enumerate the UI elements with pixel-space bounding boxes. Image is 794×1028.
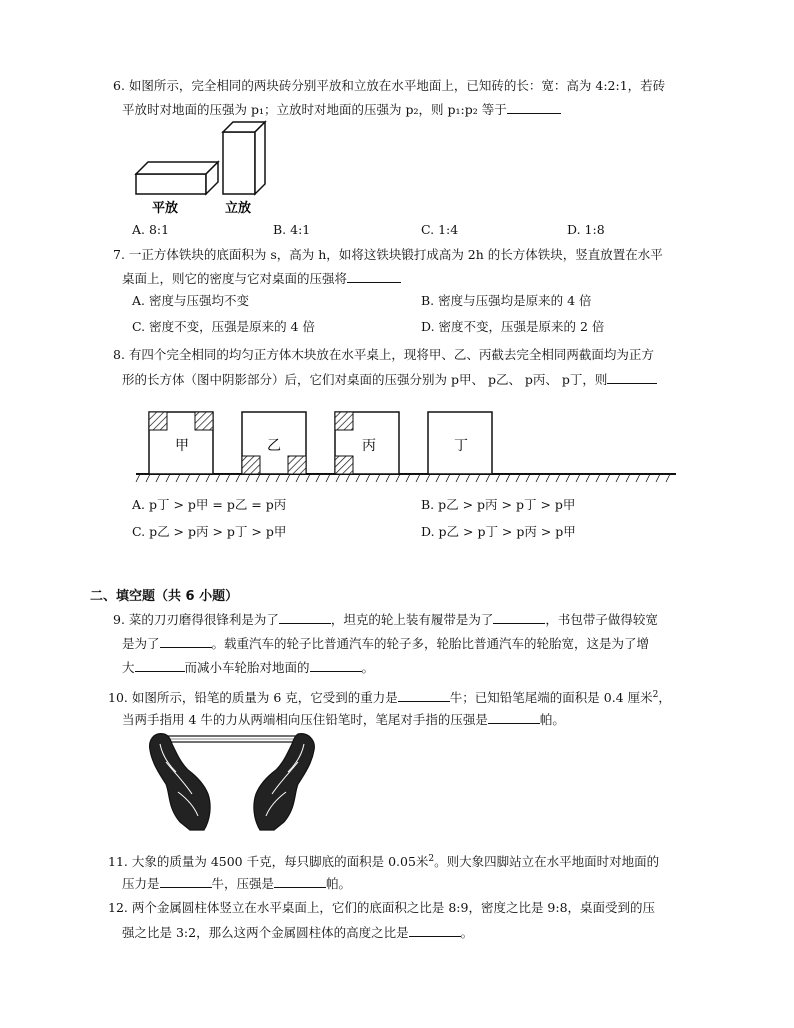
q6-line2-mid: ；立放时对地面的压强为 <box>264 102 406 117</box>
q9-line3b: 而减小车轮胎对地面的 <box>184 660 310 675</box>
q10-line2 <box>122 711 565 728</box>
q8-option-b[interactable]: B. p乙 > p丙 > p丁 > p甲 <box>421 497 576 512</box>
q7-line1: 7. 一正方体铁块的底面积为 s，高为 h，如将这铁块锻打成高为 2h 的长方体铁块，竖直放置在水平 <box>113 247 663 262</box>
q12-line2b: 。 <box>460 925 474 940</box>
q6-line2-mid2: ，则 <box>418 102 448 117</box>
q11-blank-1[interactable] <box>160 875 212 888</box>
q10-line1 <box>108 687 671 706</box>
q9-line3c: 。 <box>361 660 375 675</box>
q7-line2 <box>122 270 401 287</box>
q7-line2-text: 桌面上，则它的密度与它对桌面的压强将 <box>122 271 348 286</box>
q6-option-b[interactable]: B. 4:1 <box>273 222 311 237</box>
q9-blank-2[interactable] <box>493 611 545 624</box>
q9-line2b: 。载重汽车的轮子比普通汽车的轮子多，轮胎比普通汽车的轮胎宽，这是为了增 <box>211 636 650 651</box>
q11-line2 <box>122 875 351 892</box>
q10-blank-2[interactable] <box>488 711 540 724</box>
upright-brick <box>223 122 265 194</box>
cube-figure <box>136 404 676 486</box>
q11-blank-2[interactable] <box>274 875 326 888</box>
q12-line1: 12. 两个金属圆柱体竖立在水平桌面上，它们的底面积之比是 8:9，密度之比是 9:8，桌面受到的压 <box>108 900 656 915</box>
left-hand <box>150 734 210 830</box>
q6-answer-blank[interactable] <box>507 101 561 114</box>
section-title-fill-in: 二、填空题（共 6 小题） <box>90 589 239 604</box>
cube-yi <box>242 412 306 474</box>
q11-line2b: 牛，压强是 <box>211 876 275 891</box>
q10-line1a: 10. 如图所示，铅笔的质量为 6 克，它受到的重力是 <box>108 690 398 706</box>
q6-option-d[interactable]: D. 1:8 <box>567 222 605 237</box>
q10-line1c: ， <box>658 690 671 706</box>
q6-p1: p₁ <box>250 102 264 117</box>
q6-line1: 6. 如图所示，完全相同的两块砖分别平放和立放在水平地面上，已知砖的长：宽：高为 4:2:1，若砖 <box>113 78 666 93</box>
q8-line1: 8. 有四个完全相同的均匀正方体木块放在水平桌上，现将甲、乙、丙截去完全相同两截面均为正方 <box>113 347 654 362</box>
label-bing: 丙 <box>362 438 376 454</box>
q12-line2a: 强之比是 3:2，那么这两个金属圆柱体的高度之比是 <box>122 925 409 940</box>
q6-line2-post: 等于 <box>477 102 507 117</box>
q6-option-c[interactable]: C. 1:4 <box>421 222 459 237</box>
q11-sup: 2 <box>428 854 435 864</box>
q9-blank-1[interactable] <box>279 611 331 624</box>
q10-line2b: 帕。 <box>539 712 565 727</box>
q11-line1b: 。则大象四脚站立在水平地面时对地面的 <box>434 854 660 870</box>
q7-option-b[interactable]: B. 密度与压强均是原来的 4 倍 <box>421 293 592 308</box>
cube-bing <box>335 412 399 474</box>
q7-option-a[interactable]: A. 密度与压强均不变 <box>132 293 249 308</box>
right-hand <box>254 734 314 830</box>
q12-blank-1[interactable] <box>409 924 461 937</box>
q11-line2c: 帕。 <box>326 876 352 891</box>
table-hatching <box>136 474 670 482</box>
label-upright: 立放 <box>225 201 252 216</box>
q9-line3 <box>122 659 374 676</box>
q10-line2a: 当两手指用 4 牛的力从两端相向压住铅笔时，笔尾对手指的压强是 <box>122 712 488 727</box>
q6-line2-pre: 平放时对地面的压强为 <box>122 102 251 117</box>
q8-line2 <box>122 371 657 388</box>
q9-line1 <box>113 611 658 628</box>
q6-line2 <box>122 101 561 118</box>
q8-option-a[interactable]: A. p丁 > p甲 = p乙 = p丙 <box>132 497 287 512</box>
label-yi: 乙 <box>267 438 281 454</box>
q9-line1c: ，书包带子做得较宽 <box>545 612 658 627</box>
q10-sup: 2 <box>652 690 659 700</box>
flat-brick <box>136 162 218 194</box>
q6-ratio: p₁:p₂ <box>447 102 478 117</box>
q12-line2 <box>122 924 473 941</box>
q9-blank-5[interactable] <box>310 659 362 672</box>
cube-jia <box>149 412 213 474</box>
label-flat: 平放 <box>152 201 179 216</box>
q9-line1a: 9. 菜的刀刃磨得很锋利是为了 <box>113 612 279 627</box>
q11-line1a: 11. 大象的质量为 4500 千克，每只脚底的面积是 0.05米 <box>108 854 429 870</box>
q10-blank-1[interactable] <box>398 689 450 702</box>
q11-line1 <box>108 851 659 870</box>
q9-line1b: ，坦克的轮上装有履带是为了 <box>330 612 494 627</box>
q8-answer-blank[interactable] <box>607 371 657 384</box>
cube-ding <box>428 412 492 474</box>
q8-option-c[interactable]: C. p乙 > p丙 > p丁 > p甲 <box>132 524 287 539</box>
label-ding: 丁 <box>454 438 468 454</box>
q9-blank-3[interactable] <box>160 635 212 648</box>
label-jia: 甲 <box>175 438 189 454</box>
q9-blank-4[interactable] <box>135 659 185 672</box>
q9-line3a: 大 <box>122 660 135 675</box>
q10-line1b: 牛；已知铅笔尾端的面积是 0.4 厘米 <box>449 690 653 706</box>
q6-option-a[interactable]: A. 8:1 <box>132 222 170 237</box>
brick-figure <box>130 118 290 218</box>
q7-option-c[interactable]: C. 密度不变，压强是原来的 4 倍 <box>132 319 315 334</box>
q8-option-d[interactable]: D. p乙 > p丁 > p丙 > p甲 <box>421 524 576 539</box>
q7-answer-blank[interactable] <box>347 270 401 283</box>
q11-line2a: 压力是 <box>122 876 160 891</box>
q7-option-d[interactable]: D. 密度不变，压强是原来的 2 倍 <box>421 319 605 334</box>
q8-line2-text: 形的长方体（图中阴影部分）后，它们对桌面的压强分别为 p甲、 p乙、 p丙、 p丁，则 <box>122 372 608 387</box>
q6-p2: p₂ <box>405 102 419 117</box>
q9-line2 <box>122 635 649 652</box>
q9-line2a: 是为了 <box>122 636 160 651</box>
pencil-hands-figure <box>140 732 325 834</box>
